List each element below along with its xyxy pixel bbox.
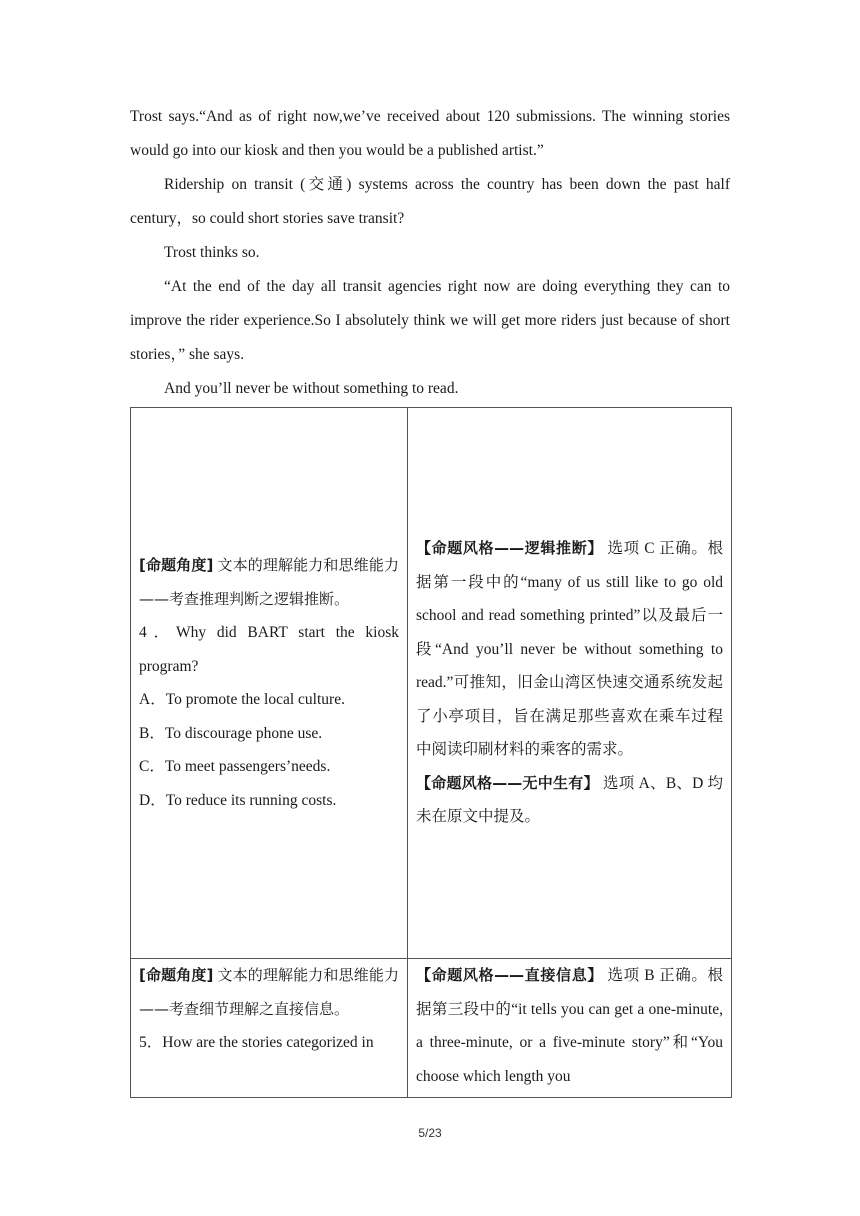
style-text: 选项 A、B、D 均未在原文中提及。 [416, 774, 723, 826]
angle-text: 文本的理解能力和思维能力——考查细节理解之直接信息。 [139, 966, 399, 1018]
analysis-5-cell [408, 959, 732, 1098]
paragraph-3: Trost thinks so. [164, 244, 260, 261]
angle-label: [命题角度] [139, 966, 214, 984]
question-5: 5．How are the stories categorized in [139, 1034, 374, 1051]
page-number: 5/23 [418, 1126, 442, 1140]
option-c: C．To meet passengers’needs. [139, 758, 331, 775]
option-a: A．To promote the local culture. [139, 691, 345, 708]
style-text: 选项 B 正确。根据第三段中的“it tells you can get a one-minute, a three-minute, or a five-minute story”和“You choose which length you [416, 967, 724, 1085]
style-text: 选项 C 正确。根据第一段中的“many of us still like to go old school and read something printed”以及最后一段“And you’ll never be without something to read.”可推知，旧金山湾区快速交通系统发起了小亭项目，旨在满足那些喜欢在乘车过程中阅读印刷材料的乘客的需求。 [416, 540, 724, 759]
question-4: 4．Why did BART start the kiosk program? [139, 624, 399, 675]
passage-text [130, 100, 730, 406]
table-row [131, 408, 732, 959]
question-4-cell [131, 408, 408, 959]
paragraph-5: And you’ll never be without something to read. [164, 380, 459, 397]
paragraph-1: Trost says.“And as of right now,we’ve received about 120 submissions. The winning stories would go into our kiosk and then you would be a published artist.” [130, 108, 730, 159]
angle-label: [命题角度] [139, 556, 214, 574]
option-d: D．To reduce its running costs. [139, 791, 337, 809]
paragraph-2: Ridership on transit (交通) systems across the country has been down the past half century，so could short stories save transit? [130, 176, 730, 227]
style-label: 【命题风格——直接信息】 [416, 966, 603, 984]
answer-analysis-table [130, 407, 732, 1098]
table-row [131, 959, 732, 1098]
analysis-4-cell [408, 408, 732, 959]
paragraph-4: “At the end of the day all transit agencies right now are doing everything they can to improve the rider experience.So I absolutely think we will get more riders just because of short stories，” she says. [130, 278, 730, 363]
style-label: 【命题风格——逻辑推断】 [416, 539, 603, 558]
style-label: 【命题风格——无中生有】 [416, 773, 599, 792]
option-b: B．To discourage phone use. [139, 724, 323, 742]
angle-text: 文本的理解能力和思维能力——考查推理判断之逻辑推断。 [139, 556, 399, 608]
question-5-cell [131, 959, 408, 1098]
